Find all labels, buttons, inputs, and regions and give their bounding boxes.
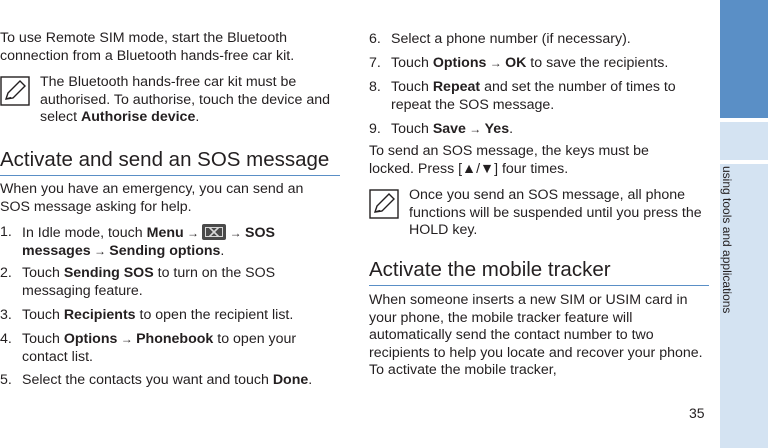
step-3: 3. Touch Recipients to open the recipient list. — [0, 307, 294, 323]
step-9: 9. Touch Save → Yes. — [369, 121, 514, 137]
step-6: 6. Select a phone number (if necessary). — [369, 31, 631, 47]
section-heading-sos: Activate and send an SOS message — [0, 148, 340, 176]
note-text: Once you send an SOS message, all phone functions will be suspended until you press the HOLD key. — [409, 187, 702, 238]
authorise-device-label: Authorise device — [81, 109, 196, 125]
page-number: 35 — [689, 405, 705, 421]
step-5: 5. Select the contacts you want and touch Done. — [0, 372, 313, 388]
tracker-paragraph: When someone inserts a new SIM or USIM card in your phone, the mobile tracker feature will automatically send the contact number to two recipients to help you locate and recover your phone. To activate the mobile tracker, — [369, 292, 703, 378]
chapter-label: using tools and applications — [720, 166, 734, 314]
message-icon — [202, 224, 226, 240]
section-heading-tracker: Activate the mobile tracker — [369, 258, 709, 286]
step-2: 2. Touch Sending SOS to turn on the SOS messaging feature. — [0, 265, 276, 299]
sos-intro-paragraph: When you have an emergency, you can send an SOS message asking for help. — [0, 181, 304, 215]
intro-paragraph: To use Remote SIM mode, start the Bluetooth connection from a Bluetooth hands-free car kit. — [0, 30, 295, 64]
step-4: 4. Touch Options → Phonebook to open your contact list. — [0, 331, 297, 365]
note-pencil-icon — [0, 76, 30, 106]
side-tab-band — [720, 122, 768, 160]
step-1: 1. In Idle mode, touch Menu → → SOS messages → Sending options. — [0, 224, 275, 259]
sos-lock-paragraph: To send an SOS message, the keys must be locked. Press [▲/▼] four times. — [369, 143, 649, 177]
step-8: 8. Touch Repeat and set the number of times to repeat the SOS message. — [369, 79, 676, 113]
note-text: The Bluetooth hands-free car kit must be authorised. To authorise, touch the device and select Authorise device. — [40, 74, 330, 125]
side-tab-accent — [720, 0, 768, 118]
step-7: 7. Touch Options → OK to save the recipients. — [369, 55, 669, 71]
note-pencil-icon — [369, 189, 399, 219]
